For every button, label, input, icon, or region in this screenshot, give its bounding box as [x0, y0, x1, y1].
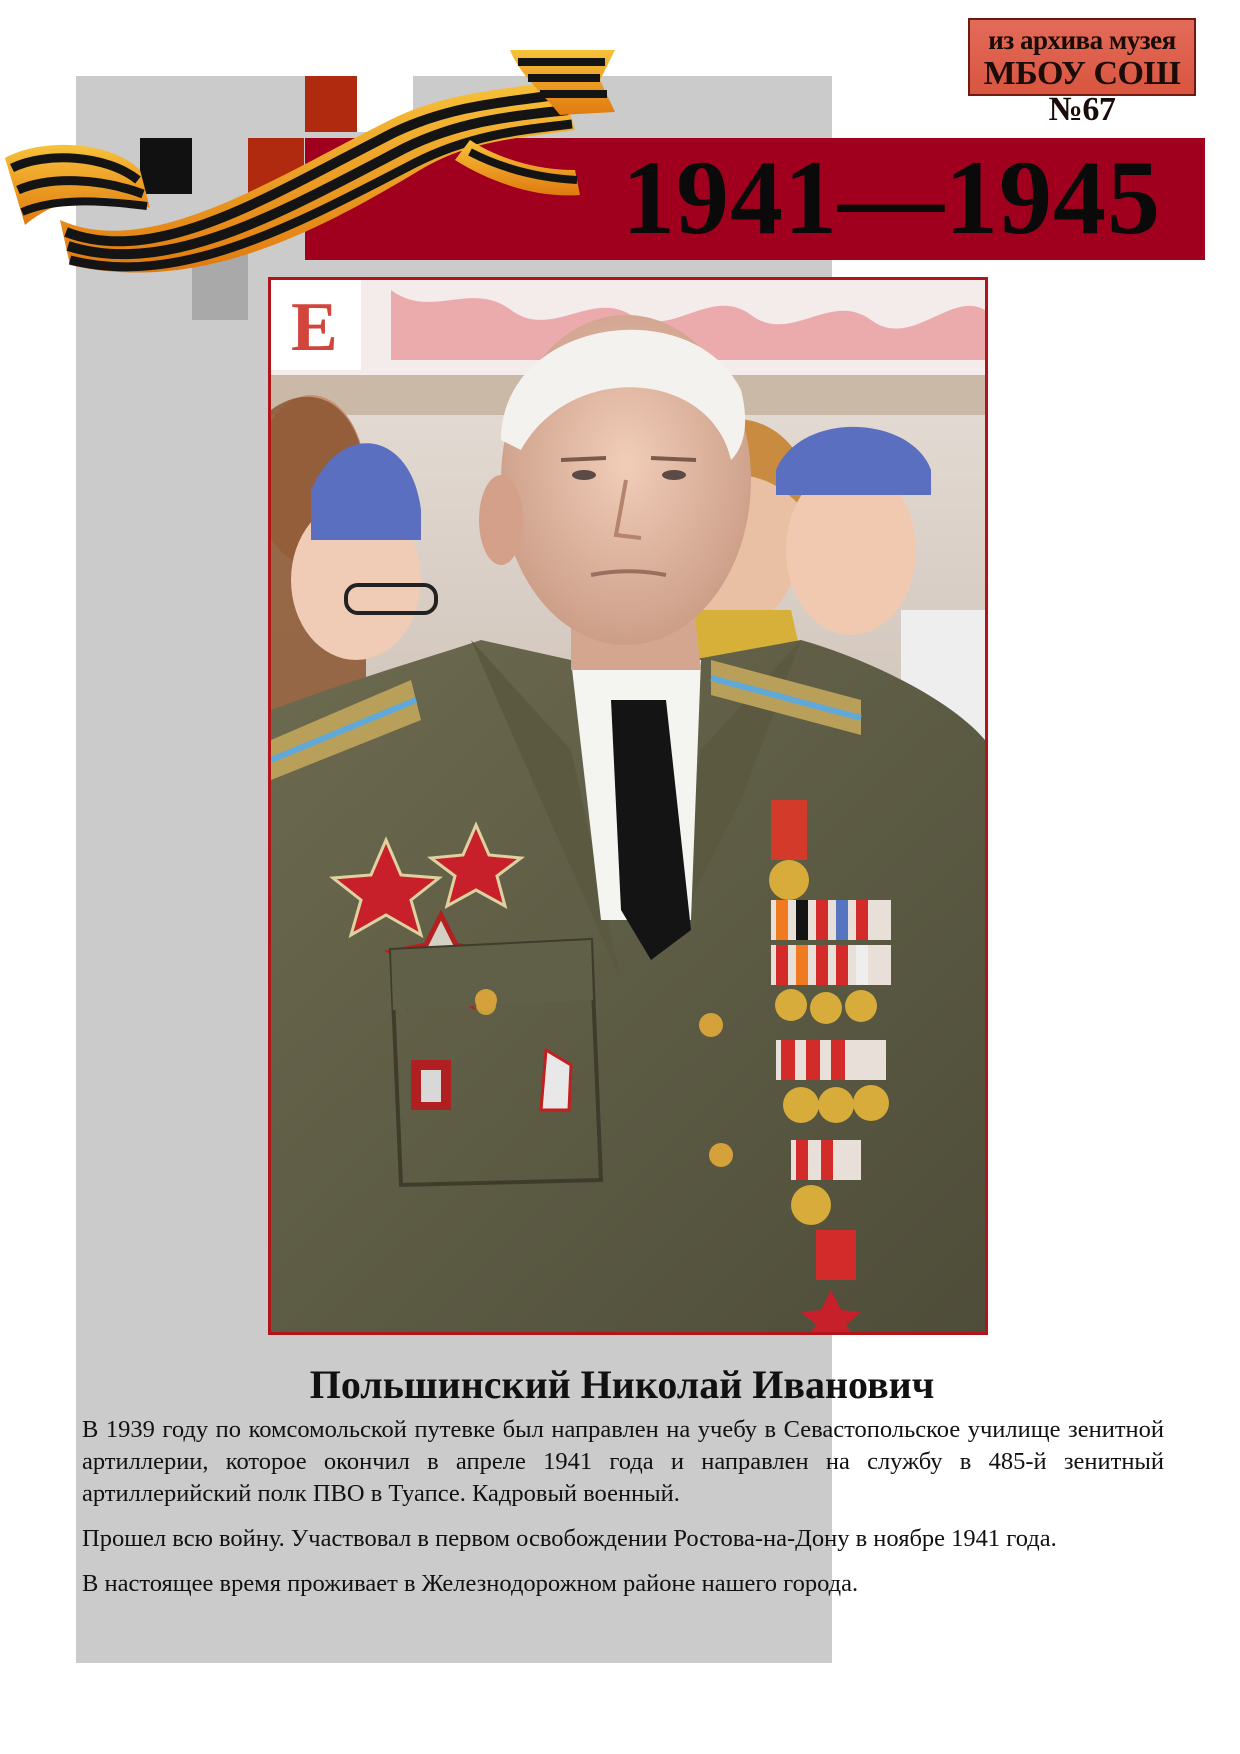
- st-george-ribbon-icon: [0, 20, 630, 280]
- biography-paragraph-2: Прошел всю войну. Участвовал в первом освобождении Ростова-на-Дону в ноябре 1941 года.: [82, 1525, 1057, 1552]
- years-heading: 1941—1945: [622, 139, 1161, 256]
- svg-text:E: E: [291, 289, 338, 366]
- biography-paragraph-3: В настоящее время проживает в Железнодорожном районе нашего города.: [82, 1570, 859, 1597]
- biography-text: [82, 1414, 1164, 1613]
- person-name-heading: Польшинский Николай Иванович: [309, 1362, 935, 1407]
- veteran-portrait-illustration: [271, 280, 985, 1332]
- museum-stamp-line-1: из архива музея: [988, 25, 1176, 55]
- biography-paragraph-1: В 1939 году по комсомольской путевке был направлен на учебу в Севастопольское училище зенитной артиллерии, которое окончил в апреле 1941 года и направлен на службу в 485-й зенитный артиллерийский полк ПВО в Туапсе. Кадровый военный.: [82, 1416, 1164, 1507]
- museum-stamp-line-2: МБОУ СОШ №67: [983, 55, 1181, 128]
- museum-archive-stamp: [968, 18, 1196, 128]
- veteran-photo: [268, 277, 988, 1335]
